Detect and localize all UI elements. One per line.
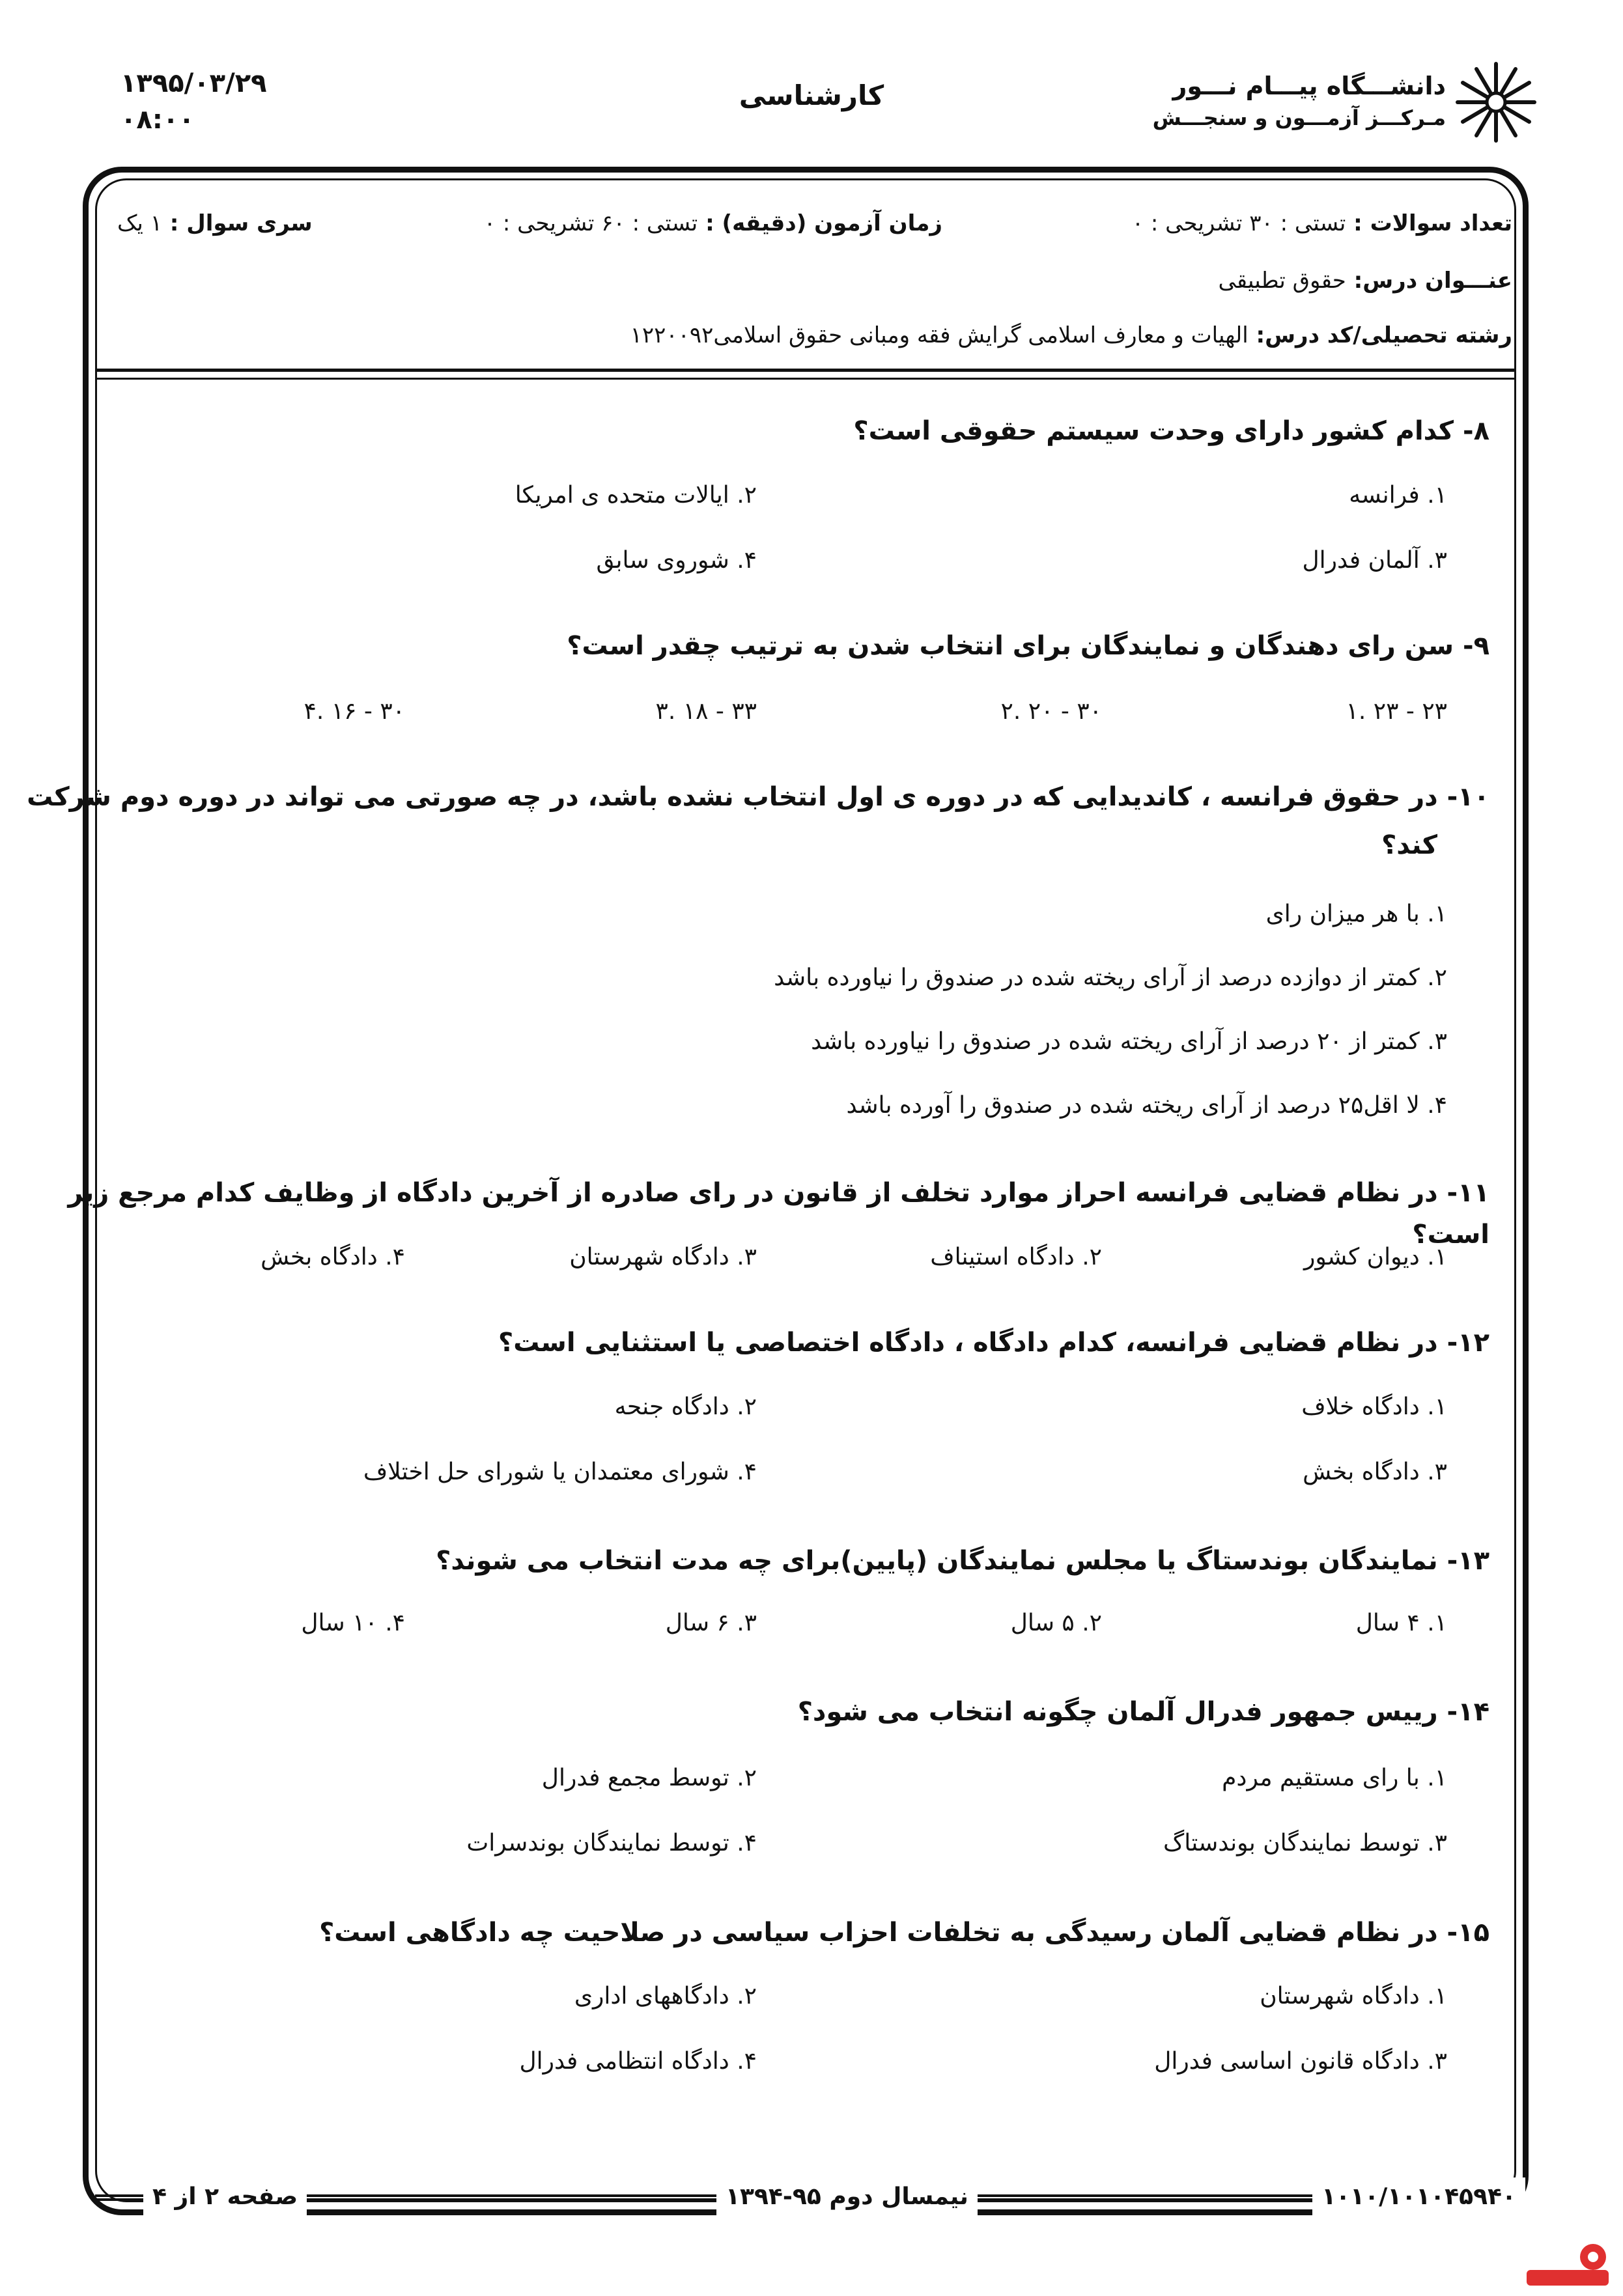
option: ۳. دادگاه بخش <box>1303 1459 1447 1485</box>
option: ۳. ۱۸ - ۳۳ <box>655 698 757 725</box>
option: ۴. لا اقل۲۵ درصد از آرای ریخته شده در صندوق را آورده باشد <box>846 1092 1447 1119</box>
option: ۳. ۶ سال <box>665 1610 757 1636</box>
exam-term: نیمسال دوم ۹۵-۱۳۹۴ <box>716 2177 978 2217</box>
university-name: دانشـــگاه پیـــام نـــور <box>1172 72 1446 100</box>
question-14: ۱۴- رییس جمهور فدرال آلمان چگونه انتخاب می شود؟ <box>797 1697 1489 1727</box>
option: ۱. ۲۳ - ۲۳ <box>1346 698 1447 725</box>
degree-level: کارشناسی <box>739 79 884 111</box>
option: ۲. ۵ سال <box>1010 1610 1102 1636</box>
question-11: ۱۱- در نظام قضایی فرانسه احراز موارد تخلف از قانون در رای صادره از آخرین دادگاه از وظایف کدام مرجع زیر است؟ <box>68 1178 1489 1250</box>
header-divider <box>95 369 1516 372</box>
sunburst-logo-icon <box>1454 60 1538 145</box>
question-10: ۱۰- در حقوق فرانسه ، کاندیدایی که در دوره ی اول انتخاب نشده باشد، در چه صورتی می تواند در دوره دوم شرکت <box>27 782 1489 812</box>
option: ۴. دادگاه بخش <box>261 1244 405 1270</box>
option: ۲. دادگاههای اداری <box>574 1983 757 2009</box>
corner-logo <box>1525 2237 1610 2289</box>
option: ۲. ۲۰ - ۳۰ <box>1000 698 1102 725</box>
course-title: عنـــوان درس: حقوق تطبیقی <box>1218 268 1512 294</box>
exam-code: ۱۰۱۰/۱۰۱۰۴۵۹۴۰ <box>1312 2177 1525 2217</box>
option: ۳. آلمان فدرال <box>1302 547 1447 574</box>
option: ۴. ۱۰ سال <box>301 1610 405 1636</box>
question-10-continued: کند؟ <box>1381 830 1437 860</box>
exam-date-time <box>120 65 267 138</box>
question-13: ۱۳- نمایندگان بوندستاگ یا مجلس نمایندگان (پایین)برای چه مدت انتخاب می شوند؟ <box>436 1546 1489 1576</box>
option: ۴. ۱۶ - ۳۰ <box>303 698 405 725</box>
university-logo <box>1454 60 1538 145</box>
exam-date: ۱۳۹۵/۰۳/۲۹ <box>120 68 267 98</box>
option: ۱. با رای مستقیم مردم <box>1222 1765 1447 1791</box>
option: ۳. دادگاه شهرستان <box>569 1244 757 1270</box>
question-count: تعداد سوالات : تستی : ۳۰ تشریحی : ۰ <box>1131 210 1512 236</box>
option: ۴. شورای معتمدان یا شورای حل اختلاف <box>363 1459 757 1485</box>
option: ۲. توسط مجمع فدرال <box>541 1765 757 1791</box>
option: ۲. ایالات متحده ی امریکا <box>515 482 757 509</box>
option: ۳. توسط نمایندگان بوندستاگ <box>1163 1830 1447 1856</box>
exam-duration: زمان آزمون (دقیقه) : تستی : ۶۰ تشریحی : ۰ <box>483 210 942 236</box>
option: ۱. با هر میزان رای <box>1265 901 1447 927</box>
option: ۱. دیوان کشور <box>1304 1244 1447 1270</box>
question-series: سری سوال : ۱ یک <box>117 210 313 236</box>
exam-time: ۰۸:۰۰ <box>120 105 195 135</box>
question-15: ۱۵- در نظام قضایی آلمان رسیدگی به تخلفات احزاب سیاسی در صلاحیت چه دادگاهی است؟ <box>319 1918 1489 1948</box>
question-8: ۸- کدام کشور دارای وحدت سیستم حقوقی است؟ <box>853 416 1489 446</box>
option: ۱. دادگاه شهرستان <box>1260 1983 1447 2009</box>
field-and-course-code: رشته تحصیلی/کد درس: الهیات و معارف اسلامی گرایش فقه ومبانی حقوق اسلامی۱۲۲۰۰۹۲ <box>630 322 1512 348</box>
option: ۳. کمتر از ۲۰ درصد از آرای ریخته شده در صندوق را نیاورده باشد <box>811 1028 1447 1055</box>
option: ۱. فرانسه <box>1349 482 1447 509</box>
question-9: ۹- سن رای دهندگان و نمایندگان برای انتخاب شدن به ترتیب چقدر است؟ <box>567 631 1489 661</box>
option: ۴. شوروی سابق <box>596 547 757 574</box>
red-badge-icon <box>1525 2237 1610 2289</box>
option: ۲. دادگاه استیناف <box>930 1244 1102 1270</box>
assessment-center-name: مـرکـــز آزمـــون و سنجـــش <box>1152 105 1446 130</box>
option: ۱. ۴ سال <box>1355 1610 1447 1636</box>
option: ۱. دادگاه خلاف <box>1301 1393 1447 1420</box>
option: ۴. دادگاه انتظامی فدرال <box>519 2048 757 2075</box>
option: ۲. کمتر از دوازده درصد از آرای ریخته شده در صندوق را نیاورده باشد <box>774 964 1447 991</box>
option: ۴. توسط نمایندگان بوندسرات <box>466 1830 757 1856</box>
option: ۲. دادگاه جنحه <box>614 1393 757 1420</box>
option: ۳. دادگاه قانون اساسی فدرال <box>1154 2048 1447 2075</box>
question-12: ۱۲- در نظام قضایی فرانسه، کدام دادگاه ، دادگاه اختصاصی یا استثنایی است؟ <box>498 1328 1489 1358</box>
page-number: صفحه ۲ از ۴ <box>143 2177 307 2217</box>
header-divider-thin <box>95 378 1516 380</box>
